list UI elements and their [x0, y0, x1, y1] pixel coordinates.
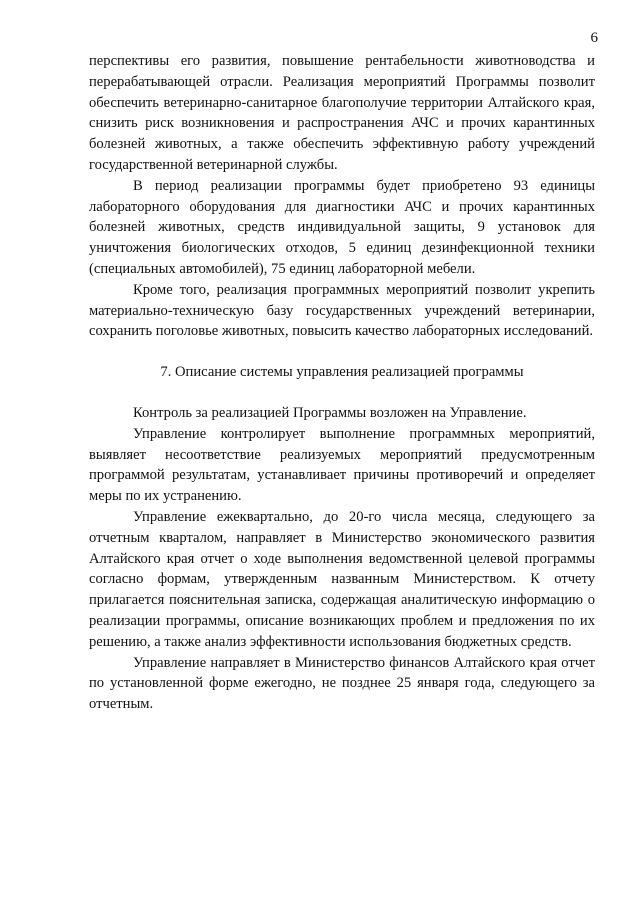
document-body	[89, 51, 595, 715]
paragraph: Кроме того, реализация программных мероприятий позволит укрепить материально-техническую базу государственных учреждений ветеринарии, сохранить поголовье животных, повысить качество лабораторных исследований.	[89, 281, 595, 340]
paragraph: Управление направляет в Министерство финансов Алтайского края отчет по установленной форме ежегодно, не позднее 25 января года, следующего за отчетным.	[89, 654, 595, 713]
page-number: 6	[590, 30, 598, 46]
paragraph: Управление контролирует выполнение программных мероприятий, выявляет несоответствие реализуемых мероприятий предусмотренным программой результатам, устанавливает причины противоречий и определяет меры по их устранению.	[89, 425, 595, 505]
paragraph: перспективы его развития, повышение рентабельности животноводства и перерабатывающей отрасли. Реализация мероприятий Программы позволит обеспечить ветеринарно-санитарное благополучие территории Алтайского края, снизить риск возникновения и распространения АЧС и прочих карантинных болезней животных, а также обеспечить эффективную работу учреждений государственной ветеринарной службы.	[89, 53, 595, 173]
paragraph: Управление ежеквартально, до 20-го числа месяца, следующего за отчетным кварталом, направляет в Министерство экономического развития Алтайского края отчет о ходе выполнения ведомственной целевой программы согласно формам, утвержденным названным Министерством. К отчету прилагается пояснительная записка, содержащая аналитическую информацию о реализации программы, описание возникающих проблем и предложения по их решению, а также анализ эффективности использования бюджетных средств.	[89, 508, 595, 650]
paragraph: Контроль за реализацией Программы возложен на Управление.	[133, 404, 527, 421]
paragraph: В период реализации программы будет приобретено 93 единицы лабораторного оборудования для диагностики АЧС и прочих карантинных болезней животных, средств индивидуальной защиты, 9 установок для уничтожения биологических отходов, 5 единиц дезинфекционной техники (специальных автомобилей), 75 единиц лабораторной мебели.	[89, 177, 595, 277]
section-heading: 7. Описание системы управления реализацией программы	[160, 364, 524, 381]
